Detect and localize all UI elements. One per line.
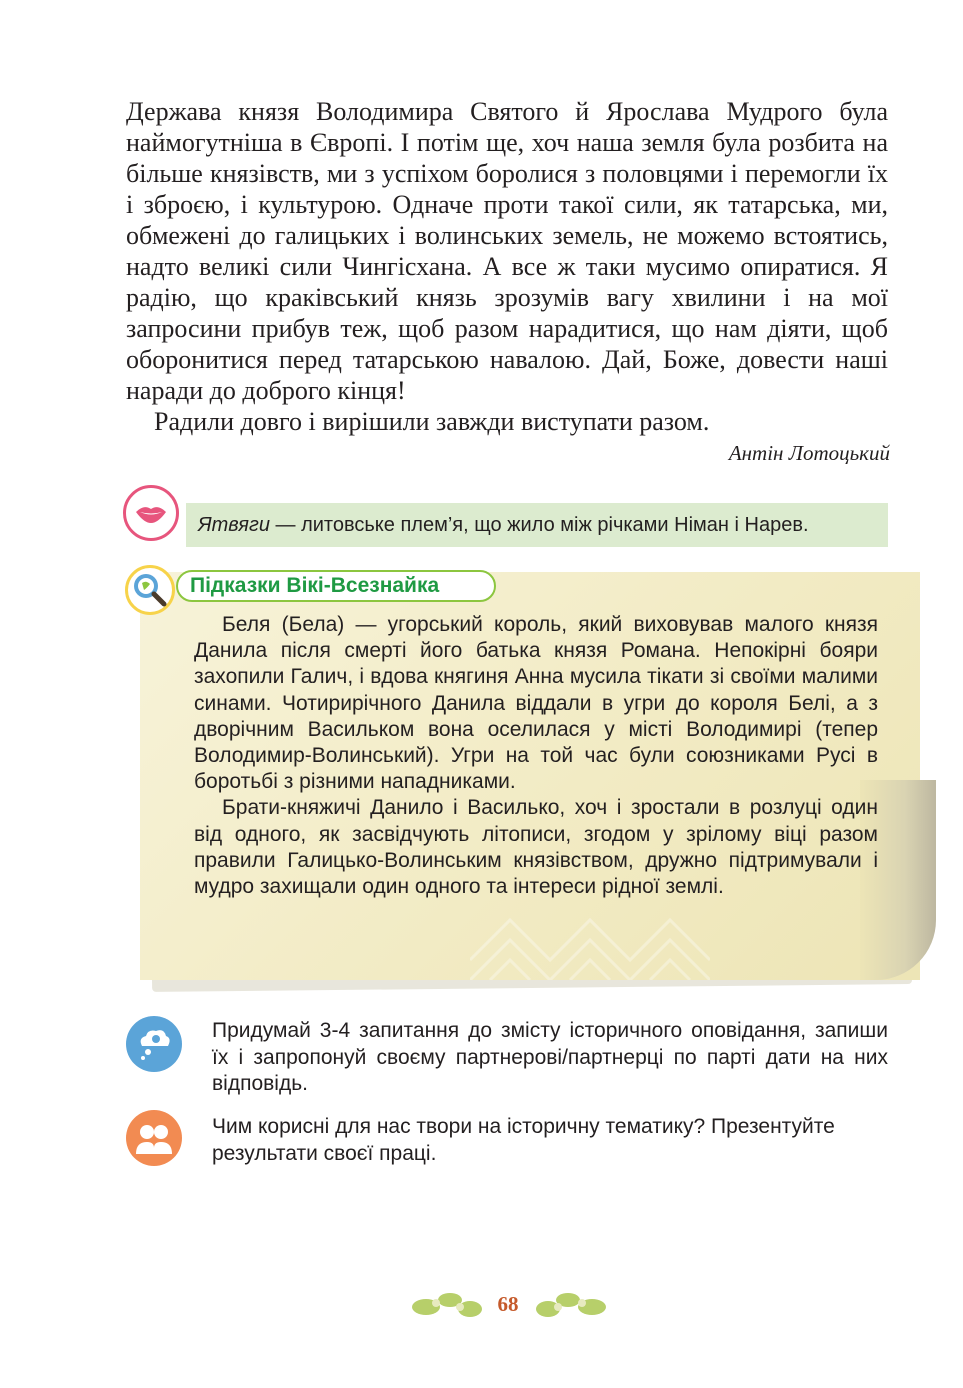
pair-people-icon — [126, 1110, 182, 1166]
tip-paragraph: Брати-княжичі Данило і Василько, хоч і зростали в розлуці один від одного, як засвідчують літописи, згодом у зрілому віці разом правили Галицько-Волинським князівством, дружно підтримували і мудро захищали один одного та інтереси рідної землі. — [194, 796, 878, 899]
thought-cloud-icon — [126, 1016, 182, 1072]
tip-card-pattern — [470, 900, 710, 980]
tip-text — [194, 612, 878, 900]
magnifier-globe-icon — [125, 565, 175, 615]
story-paragraph: Радили довго і вирішили завжди виступати разом. — [154, 407, 710, 436]
tip-paragraph: Беля (Бела) — угорський король, який виховував малого князя Данила після смерті його батька князя Романа. Непокірні бояри захопили Галич, і вдова княгиня Анна мусила тікати зі своїми малими синами. Чотирирічного Данила віддали в угри до короля Белі, а з дворічним Васильком вона оселилася у місті Володимирі (тепер Володимир-Волинський). Угри на той час були союзниками Русі в боротьбі з різними нападниками. — [194, 613, 878, 794]
page-number: 68 — [497, 1292, 519, 1316]
story-text — [126, 96, 888, 437]
task-item — [212, 1114, 888, 1167]
lips-icon — [123, 485, 179, 541]
glossary-bar — [186, 503, 888, 547]
glossary-term: Ятвяги — [198, 514, 270, 536]
task-text: Придумай 3-4 запитання до змісту історичного оповідання, запиши їх і запропонуй своєму партнерові/партнерці по парті дати на них відповідь. — [212, 1019, 888, 1095]
glossary-definition: — литовське плем’я, що жило між річками Німан і Нарев. — [269, 514, 809, 536]
story-paragraph: Держава князя Володимира Святого й Ярослава Мудрого була наймогутніша в Європі. І потім ще, хоч наша земля була розбита на більше князівств, ми з успіхом боролися з половцями і перемогли їх і зброєю, і культурою. Одначе проти такої сили, як татарська, ми, обмежені до галицьких і волинських земель, не можемо встоятись, надто великі сили Чингісхана. А все ж таки мусимо опиратися. Я радію, що краківський князь зрозумів вагу хвилини і на мої запросини прибув теж, щоб разом нарадитися, що нам діяти, щоб оборонитися перед татарською навалою. Дай, Боже, довести наші наради до доброго кінця! — [126, 97, 888, 405]
tip-title: Підказки Вікі-Всезнайка — [190, 574, 440, 597]
author-name: Антін Лотоцький — [728, 441, 890, 465]
task-item — [212, 1018, 888, 1098]
task-text: Чим корисні для нас твори на історичну тематику? Презентуйте результати своєї праці. — [212, 1115, 835, 1165]
